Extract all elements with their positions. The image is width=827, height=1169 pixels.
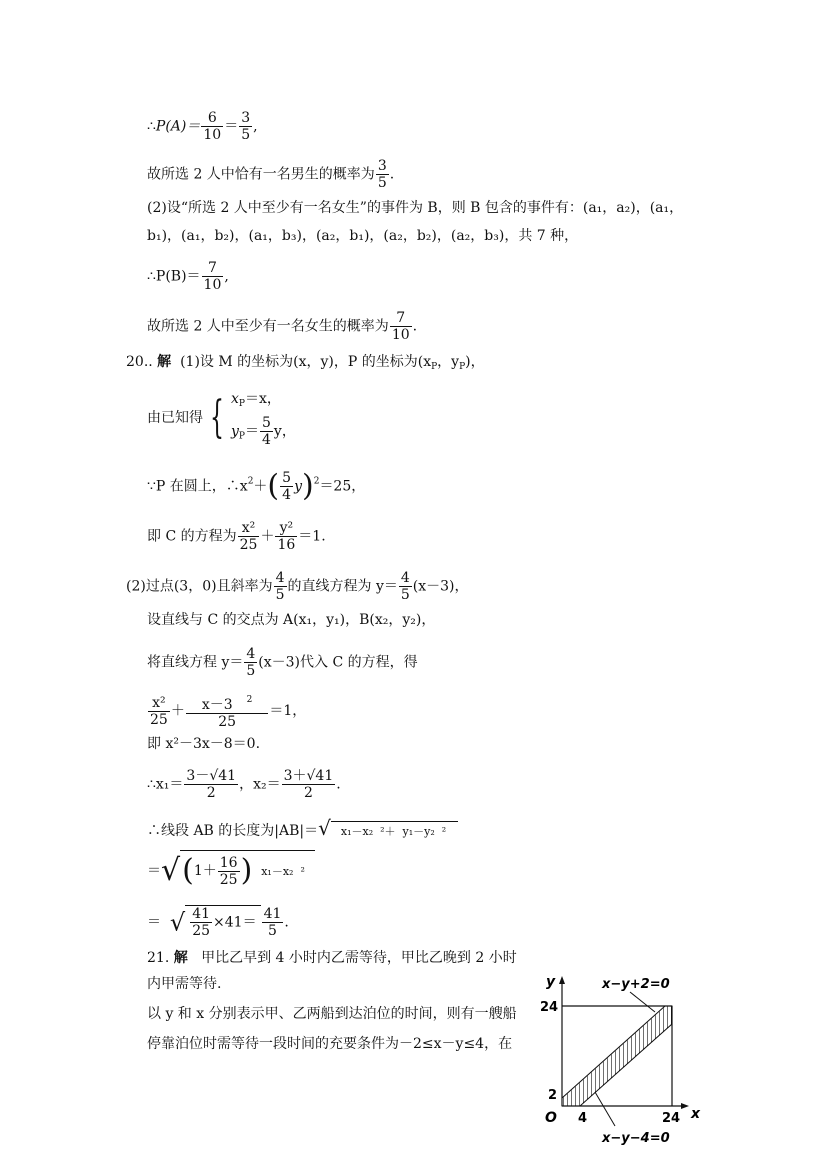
substitute-line xyxy=(147,646,418,679)
setup-mid: ，y xyxy=(437,354,460,370)
y-tick-2: 2 xyxy=(548,1088,558,1103)
denominator: 5 xyxy=(268,923,277,939)
row-rest: y， xyxy=(273,423,296,440)
fraction-3-5 xyxy=(239,110,252,143)
quadratic-text: 即 x²－3x－8＝0. xyxy=(147,736,261,752)
numerator: 3 xyxy=(377,158,387,174)
numerator: 3＋√41 xyxy=(283,768,334,784)
times-41: ×41＝ xyxy=(213,914,257,931)
fraction-3-5 xyxy=(376,158,389,191)
fraction-root1 xyxy=(184,768,238,801)
numerator: 6 xyxy=(201,110,223,127)
radicand xyxy=(185,905,260,939)
fraction-4-5 xyxy=(399,570,412,603)
denominator: 25 xyxy=(239,537,258,553)
one-plus: 1＋ xyxy=(193,863,217,879)
x-axis-arrow xyxy=(681,1103,689,1109)
denominator: 4 xyxy=(282,487,292,503)
system-line xyxy=(147,388,296,448)
ellipse-eq-line xyxy=(147,520,326,553)
radicand xyxy=(180,850,315,892)
denominator: 2 xyxy=(206,785,216,801)
part2-events-cont-line xyxy=(147,226,578,246)
fraction-7-10 xyxy=(390,310,412,343)
event-a: (A)＝ xyxy=(165,118,201,135)
part2-events-line xyxy=(147,198,683,218)
circle-text: ∵P 在圆上，∴x xyxy=(147,478,248,495)
fraction-5-4 xyxy=(260,415,273,448)
denominator: 4 xyxy=(261,432,271,448)
plus: ＋ xyxy=(170,703,185,719)
denominator: 5 xyxy=(377,175,387,191)
prob-b-line xyxy=(147,260,229,293)
left-paren: ( xyxy=(267,468,280,504)
plus: ＋ xyxy=(260,528,275,545)
problem-number: 21. xyxy=(147,950,170,966)
denominator: 10 xyxy=(203,127,222,143)
fraction-41-5 xyxy=(262,906,284,939)
substituted-eq-line xyxy=(147,692,306,730)
intersection-line xyxy=(147,610,435,630)
equals: ＝ xyxy=(147,914,161,931)
problem-21-text-2: 内甲需等待. xyxy=(147,976,222,992)
leader-top xyxy=(630,992,655,1012)
numerator xyxy=(186,692,269,714)
punct: . xyxy=(389,166,395,183)
fraction-41-25 xyxy=(190,906,212,939)
numerator: 3－√41 xyxy=(186,768,237,784)
fraction-6-10 xyxy=(201,110,223,143)
denominator: 25 xyxy=(218,714,237,730)
numerator: 7 xyxy=(390,310,412,327)
leader-bottom xyxy=(595,1092,615,1126)
prob-b-label: ∴P(B)＝ xyxy=(147,268,201,285)
var-x: x xyxy=(231,391,239,407)
punct: , xyxy=(224,268,229,285)
therefore-symbol: ∴ xyxy=(147,118,156,135)
equals: ＝ xyxy=(224,118,239,135)
var-y: y xyxy=(294,478,302,495)
punct: . xyxy=(336,776,341,793)
denominator: 16 xyxy=(277,537,296,553)
row-rest: ＝x， xyxy=(244,391,281,407)
fraction-x2-25 xyxy=(148,695,170,728)
sqrt-sign: √ xyxy=(169,908,186,937)
numerator: x² xyxy=(238,520,260,537)
equals-1: ＝1， xyxy=(269,703,307,719)
conclusion-male-line xyxy=(147,158,394,191)
problem-21-text-3: 以 y 和 x 分别表示甲、乙两船到达泊位的时间，则有一艘船 xyxy=(147,1006,517,1022)
punct: . xyxy=(284,914,289,931)
problem-21-line-3 xyxy=(147,1004,517,1024)
denominator: 25 xyxy=(219,871,238,888)
fraction-4-5 xyxy=(274,570,287,603)
denominator: 2 xyxy=(303,785,313,801)
denominator: 5 xyxy=(241,127,251,143)
fraction-y2-16 xyxy=(275,520,297,553)
denominator: 5 xyxy=(246,663,256,679)
substitute-end: (x－3)代入 C 的方程，得 xyxy=(258,654,418,671)
ellipse-text: 即 C 的方程为 xyxy=(147,528,237,545)
numerator-text: x－3 xyxy=(201,697,233,713)
line-eq-line xyxy=(126,570,469,603)
events-text: (2)设“所选 2 人中至少有一名女生”的事件为 B，则 B 包含的事件有：(a₁，a₂)，(a₁， xyxy=(147,200,684,216)
hatched-region xyxy=(562,1006,672,1106)
prob-symbol: P xyxy=(155,118,166,135)
ab-length-line xyxy=(147,818,458,842)
ab-result-line xyxy=(147,905,289,939)
origin-label: O xyxy=(545,1110,557,1126)
punct: )， xyxy=(465,354,485,370)
y-tick-24: 24 xyxy=(540,1000,559,1015)
given-text: 由已知得 xyxy=(147,410,203,426)
conclusion-text: 故所选 2 人中恰有一名男生的概率为 xyxy=(147,166,375,183)
numerator: 41 xyxy=(263,906,282,922)
line-label-top: x−y+2=0 xyxy=(602,977,670,992)
substitute-text: 将直线方程 y＝ xyxy=(147,654,244,671)
fraction-7-10 xyxy=(202,260,224,293)
sqrt-sign: √ xyxy=(318,816,331,840)
setup-text: (1)设 M 的坐标为(x，y)，P 的坐标为(x xyxy=(180,354,432,370)
events-text-cont: b₁)，(a₁，b₂)，(a₁，b₃)，(a₂，b₁)，(a₂，b₂)，(a₂，b₃)，共 7 种， xyxy=(147,228,579,244)
y-axis-arrow xyxy=(559,976,565,984)
x-tick-24: 24 xyxy=(662,1111,681,1126)
equals-1: ＝1. xyxy=(298,528,326,545)
line-text: (2)过点(3，0)且斜率为 xyxy=(126,578,273,595)
numerator: 4 xyxy=(400,570,410,586)
numerator: 7 xyxy=(202,260,224,277)
right-paren: ) xyxy=(301,468,314,504)
solution-label: 解 xyxy=(173,950,188,966)
ab-length-step-line xyxy=(147,850,315,892)
plus: ＋ xyxy=(253,478,268,495)
subscript: P xyxy=(459,362,466,372)
problem-21-line-2 xyxy=(147,974,221,994)
subscript: P xyxy=(238,399,245,409)
y-axis-label: y xyxy=(546,974,556,990)
punct: . xyxy=(412,318,418,335)
problem-21-line-4 xyxy=(147,1034,512,1054)
problem-21-text: 甲比乙早到 4 小时内乙需等待，甲比乙晚到 2 小时 xyxy=(201,950,517,966)
subscript: P xyxy=(238,431,245,442)
subscript: P xyxy=(431,362,438,372)
diff-sq: x₁－x₂ ² xyxy=(261,865,305,878)
numerator: y² xyxy=(275,520,297,537)
equals: ＝ xyxy=(244,423,259,440)
system-row-2 xyxy=(231,415,296,448)
x-axis-label: x xyxy=(691,1106,701,1122)
fraction-root2 xyxy=(282,768,336,801)
denominator: 5 xyxy=(275,587,285,603)
sqrt-sign: √ xyxy=(161,853,181,888)
equation-system xyxy=(231,388,296,448)
numerator: 4 xyxy=(275,570,285,586)
solution-label: 解 xyxy=(157,354,172,370)
problem-21-text-4: 停靠泊位时需等待一段时间的充要条件为－2≤x－y≤4，在 xyxy=(147,1036,513,1052)
denominator: 10 xyxy=(203,277,222,293)
left-paren: ( xyxy=(182,853,194,888)
fraction-4-5 xyxy=(244,646,257,679)
equals-25: ＝25， xyxy=(319,478,366,495)
punct: , xyxy=(253,118,258,135)
fraction-xm3-25 xyxy=(186,692,269,730)
radicand: x₁－x₂ ²＋ y₁－y₂ ² xyxy=(331,821,458,842)
denominator: 25 xyxy=(192,923,211,939)
fraction-16-25 xyxy=(218,855,240,888)
numerator: x² xyxy=(148,695,170,712)
numerator: 5 xyxy=(282,470,292,486)
right-paren: ) xyxy=(240,853,253,888)
problem-21-header xyxy=(147,948,517,968)
waiting-region-figure xyxy=(535,972,735,1152)
numerator: 4 xyxy=(246,646,256,662)
x1-label: ∴x₁＝ xyxy=(147,776,184,793)
numerator: 5 xyxy=(261,415,271,431)
superscript: 2 xyxy=(247,476,254,487)
intersection-text: 设直线与 C 的交点为 A(x₁，y₁)，B(x₂，y₂)， xyxy=(147,612,436,628)
superscript: 2 xyxy=(246,695,253,705)
fraction-x2-25 xyxy=(238,520,260,553)
superscript: 2 xyxy=(313,476,320,487)
denominator: 5 xyxy=(400,587,410,603)
circle-eq-line xyxy=(147,470,365,503)
denominator: 25 xyxy=(150,711,168,728)
numerator: 3 xyxy=(241,110,251,126)
line-end: (x－3)， xyxy=(412,578,469,595)
quadratic-line xyxy=(147,734,260,754)
problem-number: 20.. xyxy=(126,354,153,370)
equals: ＝ xyxy=(147,863,161,879)
line-mid: 的直线方程为 y＝ xyxy=(287,578,398,595)
var-y: y xyxy=(231,423,239,440)
prob-a-line xyxy=(147,110,258,143)
numerator: 41 xyxy=(192,906,211,922)
problem-20-header xyxy=(126,352,485,377)
conclusion-female-line xyxy=(147,310,417,343)
ab-length-text: ∴线段 AB 的长度为|AB|＝ xyxy=(147,823,319,839)
numerator: 16 xyxy=(219,854,238,871)
x2-label: ，x₂＝ xyxy=(239,776,281,793)
x-tick-4: 4 xyxy=(578,1111,588,1126)
system-row-1 xyxy=(231,388,296,415)
brace: { xyxy=(210,392,224,443)
denominator: 10 xyxy=(391,327,410,343)
roots-line xyxy=(147,768,341,801)
fraction-5-4 xyxy=(280,470,293,503)
conclusion-text: 故所选 2 人中至少有一名女生的概率为 xyxy=(147,318,389,335)
line-label-bottom: x−y−4=0 xyxy=(602,1131,670,1146)
